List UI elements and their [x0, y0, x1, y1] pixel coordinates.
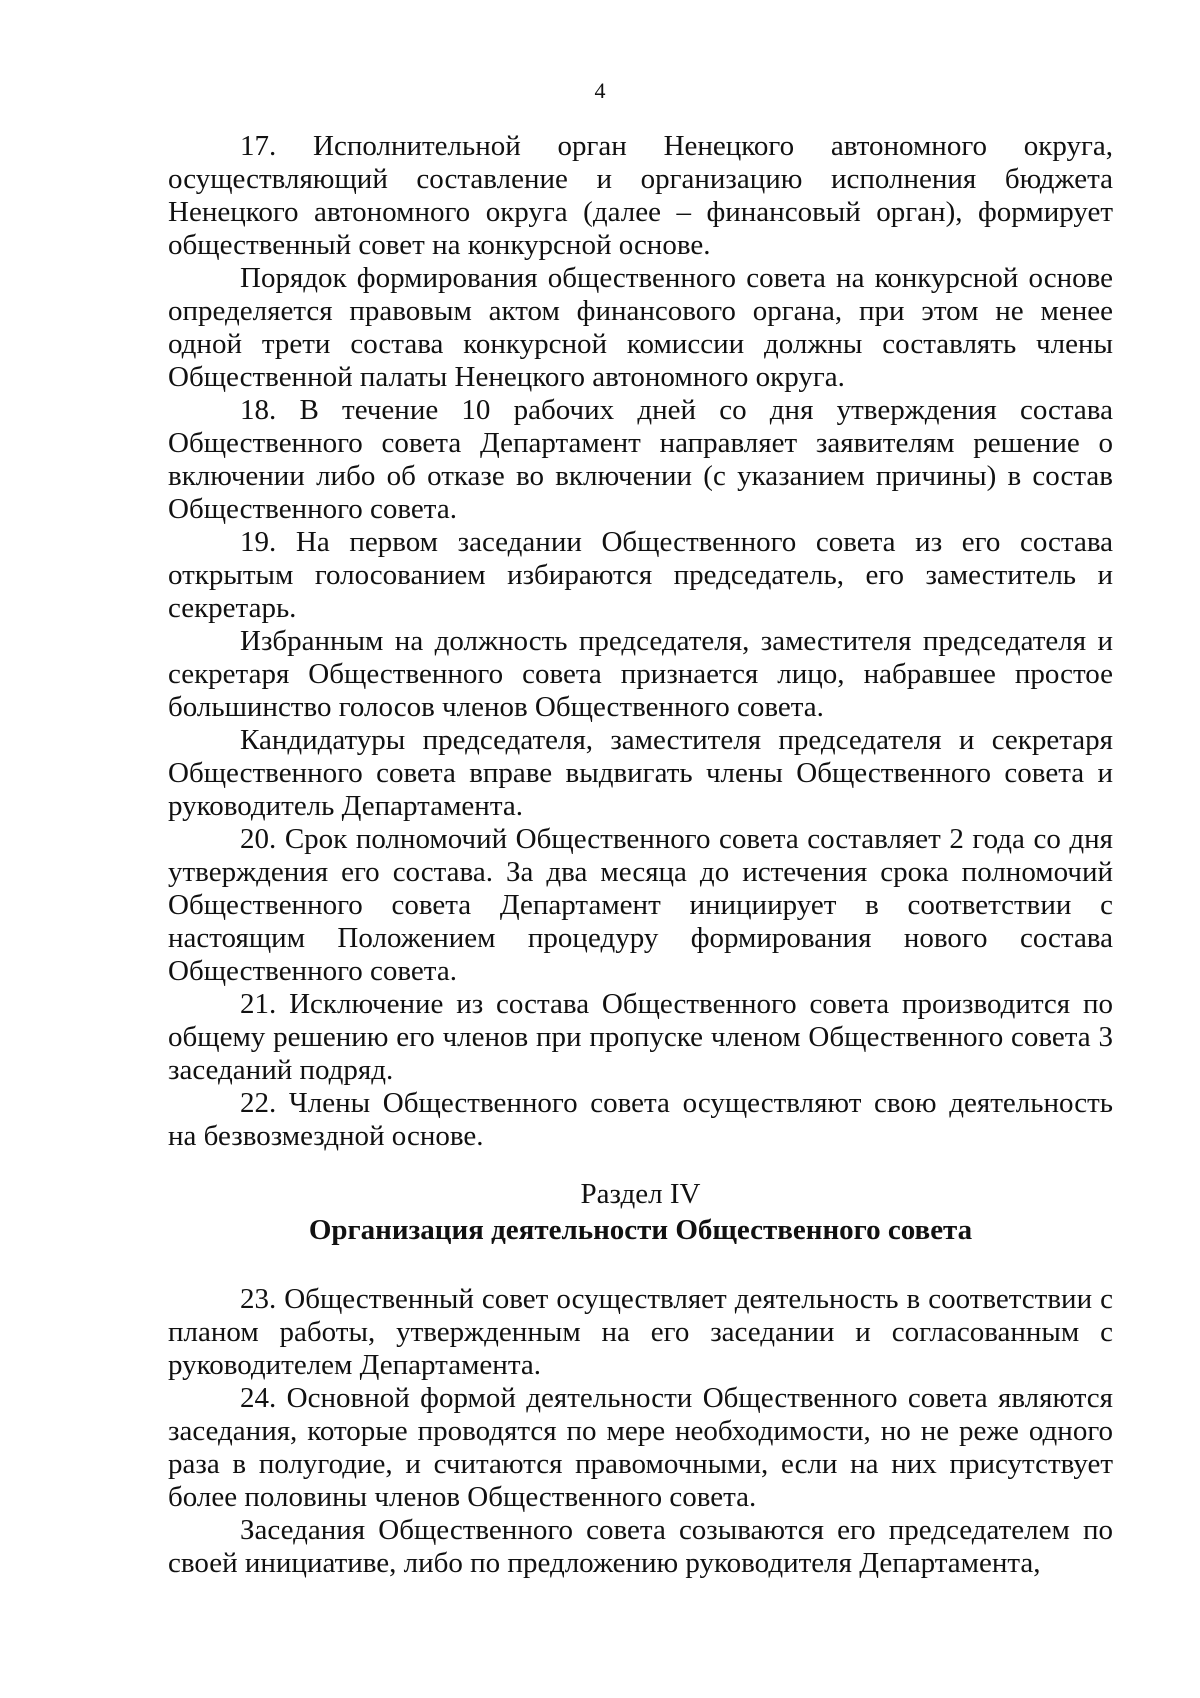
paragraph-19-candidates: Кандидатуры председателя, заместителя председателя и секретаря Общественного совета вправе выдвигать члены Общественного совета и руководитель Департамента. — [168, 724, 1113, 822]
text-block-before-section — [168, 130, 1113, 1153]
paragraph-21: 21. Исключение из состава Общественного совета производится по общему решению его членов при пропуске членом Общественного совета 3 заседаний подряд. — [168, 988, 1113, 1086]
section-title: Организация деятельности Общественного совета — [308, 1214, 973, 1246]
paragraph-17: 17. Исполнительной орган Ненецкого автономного округа, осуществляющий составление и организацию исполнения бюджета Ненецкого автономного округа (далее – финансовый орган), формирует общественный совет на конкурсной основе. — [168, 130, 1113, 261]
text-block-after-section — [168, 1283, 1113, 1580]
paragraph-18: 18. В течение 10 рабочих дней со дня утверждения состава Общественного совета Департамент направляет заявителям решение о включении либо об отказе во включении (с указанием причины) в состав Общественного совета. — [168, 394, 1113, 525]
paragraph-22: 22. Члены Общественного совета осуществляют свою деятельность на безвозмездной основе. — [168, 1087, 1113, 1152]
paragraph-19-elected: Избранным на должность председателя, заместителя председателя и секретаря Общественного совета признается лицо, набравшее простое большинство голосов членов Общественного совета. — [168, 625, 1113, 723]
paragraph-19: 19. На первом заседании Общественного совета из его состава открытым голосованием избираются председатель, его заместитель и секретарь. — [168, 526, 1113, 624]
paragraph-17-procedure: Порядок формирования общественного совета на конкурсной основе определяется правовым актом финансового органа, при этом не менее одной трети состава конкурсной комиссии должны составлять члены Общественной палаты Ненецкого автономного округа. — [168, 262, 1113, 393]
page-number: 4 — [594, 78, 606, 103]
section-header — [168, 1176, 1113, 1248]
paragraph-24-meetings: Заседания Общественного совета созываются его председателем по своей инициативе, либо по предложению руководителя Департамента, — [168, 1514, 1113, 1579]
paragraph-20: 20. Срок полномочий Общественного совета составляет 2 года со дня утверждения его состава. За два месяца до истечения срока полномочий Общественного совета Департамент инициирует в соответствии с настоящим Положением процедуру формирования нового состава Общественного совета. — [168, 823, 1113, 987]
paragraph-24: 24. Основной формой деятельности Общественного совета являются заседания, которые проводятся по мере необходимости, но не реже одного раза в полугодие, и считаются правомочными, если на них присутствует более половины членов Общественного совета. — [168, 1382, 1113, 1513]
paragraph-23: 23. Общественный совет осуществляет деятельность в соответствии с планом работы, утвержденным на его заседании и согласованным с руководителем Департамента. — [168, 1283, 1113, 1381]
section-number: Раздел IV — [580, 1178, 701, 1210]
